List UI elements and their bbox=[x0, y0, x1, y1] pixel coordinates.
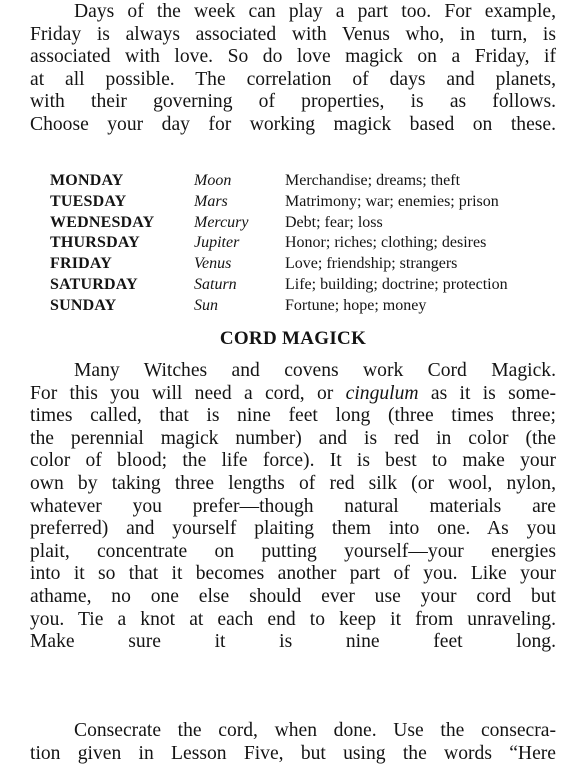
planet-name: Moon bbox=[194, 172, 232, 189]
table-row bbox=[50, 275, 508, 296]
day-properties: Honor; riches; clothing; desires bbox=[285, 234, 487, 252]
day-name: WEDNESDAY bbox=[50, 213, 155, 231]
intro-line: with their governing of properties, is as follows. bbox=[30, 91, 556, 113]
intro-line: at all possible. The correlation of days and planets, bbox=[30, 68, 556, 90]
text-line: preferred) and yourself plaiting them into one. As you bbox=[30, 518, 556, 540]
text-line: Make sure it is nine feet long. bbox=[30, 631, 556, 653]
planet-name: Venus bbox=[194, 255, 232, 273]
intro-line: Choose your day for working magick based on these. bbox=[30, 113, 556, 135]
day-properties: Debt; fear; loss bbox=[285, 213, 383, 231]
text-line: whatever you prefer—though natural materials are bbox=[30, 495, 556, 517]
intro-line: Days of the week can play a part too. For example, bbox=[74, 1, 556, 22]
table-row bbox=[50, 213, 508, 234]
planet-name: Jupiter bbox=[194, 234, 240, 252]
text-line: athame, no one else should ever use your cord but bbox=[30, 585, 556, 607]
consecrate-paragraph bbox=[30, 720, 556, 765]
italic-term: cingulum bbox=[345, 382, 419, 404]
day-name: THURSDAY bbox=[50, 234, 140, 252]
text-line: tion given in Lesson Five, but using the words “Here bbox=[30, 742, 556, 764]
table-row bbox=[50, 233, 508, 254]
intro-line: associated with love. So do love magick on a Friday, if bbox=[30, 46, 556, 68]
text-line: own by taking three lengths of red silk (or wool, nylon, bbox=[30, 472, 556, 494]
day-properties: Fortune; hope; money bbox=[285, 296, 427, 314]
days-table bbox=[50, 171, 508, 317]
table-row bbox=[50, 192, 508, 213]
planet-name: Saturn bbox=[194, 275, 237, 293]
day-name: SATURDAY bbox=[50, 275, 138, 293]
day-properties: Matrimony; war; enemies; prison bbox=[285, 192, 499, 210]
day-name: TUESDAY bbox=[50, 192, 127, 210]
text-line: plait, concentrate on putting yourself—your energies bbox=[30, 540, 556, 562]
text-line: times called, that is nine feet long (three times three; bbox=[30, 405, 556, 427]
text-line: color of blood; the life force). It is best to make your bbox=[30, 450, 556, 472]
section-heading: CORD MAGICK bbox=[219, 328, 367, 349]
text-line: For this you will need a cord, or cingulum as it is some- bbox=[30, 382, 556, 404]
day-properties: Merchandise; dreams; theft bbox=[285, 172, 461, 189]
intro-line: Friday is always associated with Venus who, in turn, is bbox=[30, 23, 556, 45]
text-line: the perennial magick number) and is red in color (the bbox=[30, 427, 556, 449]
planet-name: Mars bbox=[194, 192, 228, 210]
day-name: SUNDAY bbox=[50, 296, 117, 314]
cord-magick-paragraph bbox=[30, 360, 556, 654]
table-row bbox=[50, 171, 508, 192]
intro-paragraph bbox=[30, 1, 556, 137]
table-row bbox=[50, 254, 508, 275]
day-properties: Love; friendship; strangers bbox=[285, 255, 458, 273]
planet-name: Mercury bbox=[194, 213, 249, 231]
text-line: into it so that it becomes another part of you. Like your bbox=[30, 563, 556, 585]
text-line: Many Witches and covens work Cord Magick. bbox=[74, 360, 556, 381]
day-name: FRIDAY bbox=[50, 255, 112, 273]
day-properties: Life; building; doctrine; protection bbox=[285, 275, 508, 293]
table-row bbox=[50, 296, 508, 317]
planet-name: Sun bbox=[194, 296, 218, 314]
text-line: Consecrate the cord, when done. Use the consecra- bbox=[74, 720, 556, 741]
text-line: you. Tie a knot at each end to keep it from unraveling. bbox=[30, 608, 556, 630]
day-name: MONDAY bbox=[50, 172, 124, 189]
